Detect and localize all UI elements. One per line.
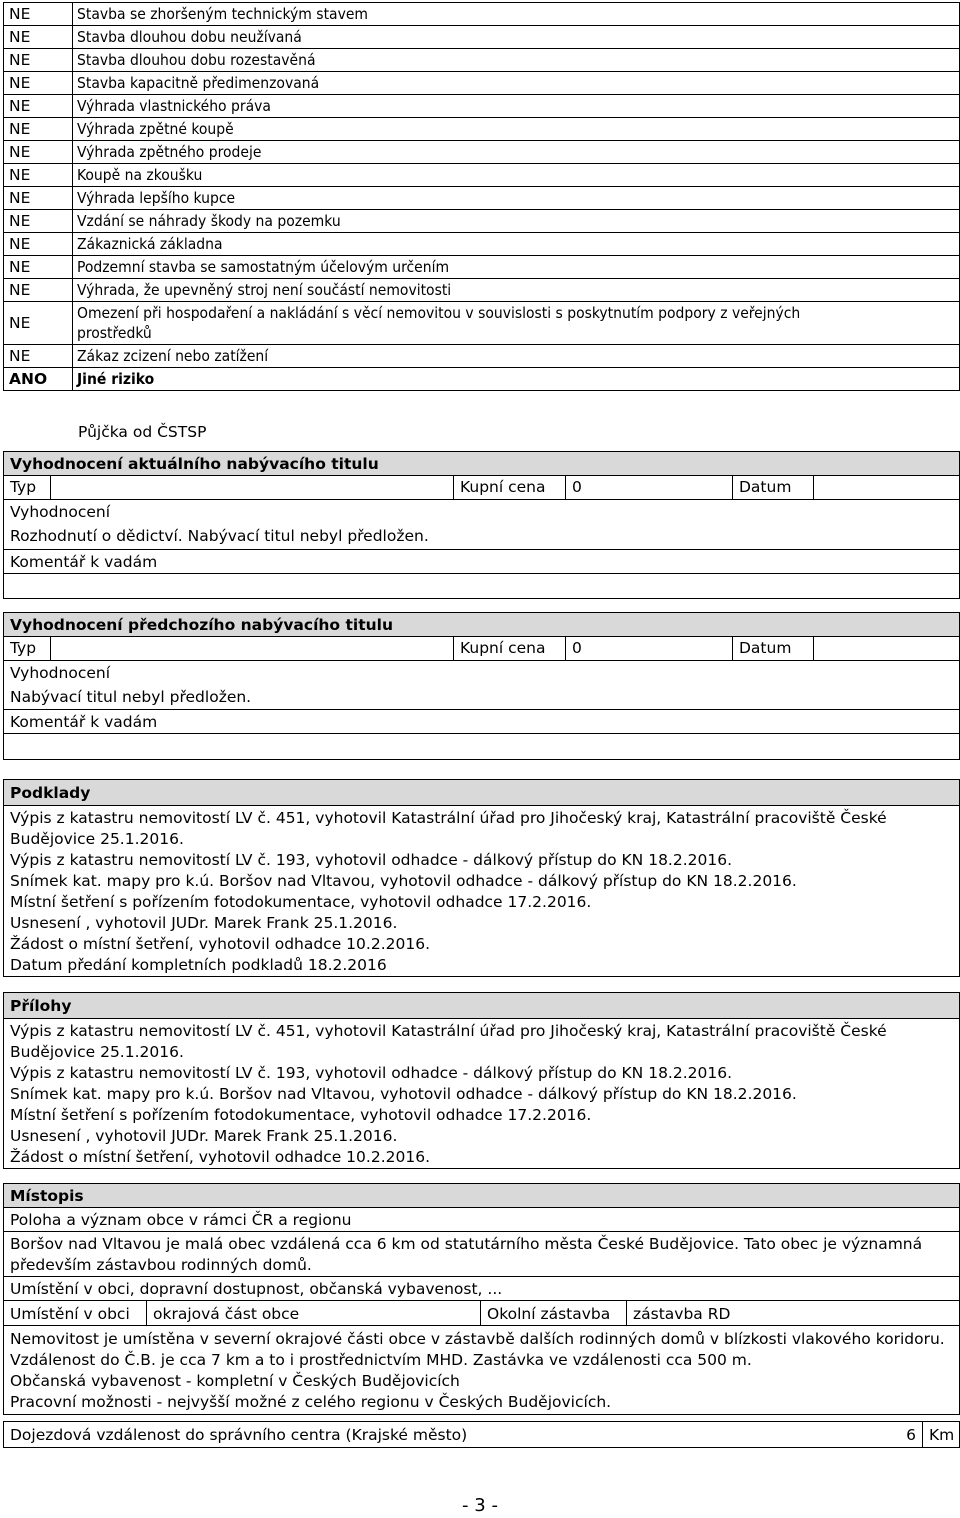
description-line: Vzdálenost do Č.B. je cca 7 km a to i prostřednictvím MHD. Zastávka ve vzdálenosti cca 500 m. — [10, 1351, 752, 1369]
date-label: Datum — [732, 637, 813, 660]
distance-value: 6 — [906, 1426, 916, 1444]
prilohy-list — [4, 1019, 959, 1168]
description-line: Nemovitost je umístěna v severní okrajové části obce v zástavbě dalších rodinných domů v blízkosti vlakového koridoru. — [10, 1330, 945, 1348]
surround-label: Okolní zástavba — [480, 1301, 626, 1325]
risk-row — [4, 95, 960, 118]
list-item: Snímek kat. mapy pro k.ú. Boršov nad Vltavou, vyhotovil odhadce - dálkový přístup do KN 18.2.2016. — [10, 872, 797, 890]
list-item: Místní šetření s pořízením fotodokumentace, vyhotovil odhadce 17.2.2016. — [10, 1106, 592, 1124]
risk-flag: NE — [4, 118, 73, 141]
eval-text: Rozhodnutí o dědictví. Nabývací titul nebyl předložen. — [10, 527, 429, 545]
risk-flag: NE — [4, 26, 73, 49]
podklady-list — [4, 806, 959, 976]
risk-row — [4, 302, 960, 345]
risk-label: Vzdání se náhrady škody na pozemku — [73, 210, 960, 233]
risk-row — [4, 279, 960, 302]
previous-eval-block — [3, 661, 960, 710]
podklady-section — [3, 779, 960, 977]
list-item: Výpis z katastru nemovitostí LV č. 451, vyhotovil Katastrální úřad pro Jihočeský kraj, Katastrální pracoviště České Budějovice 25.1.2016. — [10, 1022, 887, 1061]
date-value — [813, 476, 960, 499]
list-item: Snímek kat. mapy pro k.ú. Boršov nad Vltavou, vyhotovil odhadce - dálkový přístup do KN 18.2.2016. — [10, 1085, 797, 1103]
risk-row — [4, 256, 960, 279]
risk-flag: NE — [4, 141, 73, 164]
position-label: Poloha a význam obce v rámci ČR a regionu — [3, 1207, 960, 1232]
mistopis-heading: Místopis — [3, 1183, 960, 1208]
risk-flag: NE — [4, 256, 73, 279]
eval-label: Vyhodnocení — [10, 664, 111, 682]
position-text: Boršov nad Vltavou je malá obec vzdálená cca 6 km od statutárního města České Budějovice. Tato obec je významná především zástavbou rodinných domů. — [3, 1231, 960, 1277]
risk-row — [4, 72, 960, 95]
risk-flag: NE — [4, 49, 73, 72]
description-line: Pracovní možnosti - nejvyšší možné z celého regionu v Českých Budějovicích. — [10, 1393, 612, 1411]
risk-row — [4, 233, 960, 256]
location-label: Umístění v obci, dopravní dostupnost, občanská vybavenost, ... — [3, 1276, 960, 1301]
distance-label: Dojezdová vzdálenost do správního centra (Krajské město) — [10, 1426, 468, 1444]
risk-label: Výhrada vlastnického práva — [73, 95, 960, 118]
other-risk-note: Půjčka od ČSTSP — [78, 423, 207, 441]
risk-label: Podzemní stavba se samostatným účelovým určením — [73, 256, 960, 279]
risk-label: Výhrada zpětné koupě — [73, 118, 960, 141]
risk-flag: NE — [4, 164, 73, 187]
list-item: Výpis z katastru nemovitostí LV č. 193, vyhotovil odhadce - dálkový přístup do KN 18.2.2016. — [10, 1064, 733, 1082]
distance-row — [3, 1421, 960, 1448]
current-title-heading: Vyhodnocení aktuálního nabývacího titulu — [3, 451, 960, 476]
prilohy-heading: Přílohy — [4, 993, 959, 1019]
current-comment-text — [3, 573, 960, 599]
risk-flag: NE — [4, 279, 73, 302]
list-item: Datum předání kompletních podkladů 18.2.2016 — [10, 956, 387, 974]
risk-row — [4, 49, 960, 72]
risk-row — [4, 118, 960, 141]
risk-row — [4, 164, 960, 187]
eval-label: Vyhodnocení — [10, 503, 111, 521]
type-label: Typ — [10, 639, 37, 657]
previous-comment-label: Komentář k vadám — [3, 709, 960, 734]
eval-text: Nabývací titul nebyl předložen. — [10, 688, 252, 706]
risk-label: Stavba dlouhou dobu rozestavěná — [73, 49, 960, 72]
risk-flag: NE — [4, 233, 73, 256]
location-in-village-value: okrajová část obce — [146, 1301, 480, 1325]
price-label: Kupní cena — [453, 637, 565, 660]
risk-label: Stavba kapacitně předimenzovaná — [73, 72, 960, 95]
description-line: Občanská vybavenost - kompletní v Českých Budějovicích — [10, 1372, 460, 1390]
date-value — [813, 637, 960, 660]
type-value — [50, 637, 453, 660]
risk-row — [4, 345, 960, 368]
podklady-heading: Podklady — [4, 780, 959, 806]
risk-label: Zákaznická základna — [73, 233, 960, 256]
list-item: Žádost o místní šetření, vyhotovil odhadce 10.2.2016. — [10, 1148, 430, 1166]
previous-title-row — [3, 636, 960, 661]
current-title-row — [3, 475, 960, 500]
risk-label: Omezení při hospodaření a nakládání s věcí nemovitou v souvislosti s poskytnutím podpory z veřejných prostředků — [73, 302, 960, 345]
surround-value: zástavba RD — [626, 1301, 960, 1325]
type-label: Typ — [10, 478, 37, 496]
risk-flag: NE — [4, 345, 73, 368]
risk-label: Stavba se zhoršeným technickým stavem — [73, 3, 960, 26]
risk-label: Stavba dlouhou dobu neužívaná — [73, 26, 960, 49]
risk-flag: NE — [4, 3, 73, 26]
current-comment-label: Komentář k vadám — [3, 549, 960, 574]
risk-row — [4, 368, 960, 391]
location-description — [3, 1325, 960, 1415]
list-item: Výpis z katastru nemovitostí LV č. 193, vyhotovil odhadce - dálkový přístup do KN 18.2.2016. — [10, 851, 733, 869]
risk-label: Výhrada, že upevněný stroj není součástí nemovitosti — [73, 279, 960, 302]
distance-unit: Km — [922, 1422, 960, 1447]
risk-label: Výhrada lepšího kupce — [73, 187, 960, 210]
list-item: Žádost o místní šetření, vyhotovil odhadce 10.2.2016. — [10, 935, 430, 953]
list-item: Usnesení , vyhotovil JUDr. Marek Frank 25.1.2016. — [10, 1127, 398, 1145]
list-item: Místní šetření s pořízením fotodokumentace, vyhotovil odhadce 17.2.2016. — [10, 893, 592, 911]
risk-flag: NE — [4, 302, 73, 345]
date-label: Datum — [732, 476, 813, 499]
list-item: Usnesení , vyhotovil JUDr. Marek Frank 25.1.2016. — [10, 914, 398, 932]
risk-flag: ANO — [4, 368, 73, 391]
current-eval-block — [3, 500, 960, 550]
risk-flag: NE — [4, 187, 73, 210]
list-item: Výpis z katastru nemovitostí LV č. 451, vyhotovil Katastrální úřad pro Jihočeský kraj, Katastrální pracoviště České Budějovice 25.1.2016. — [10, 809, 887, 848]
risk-label: Zákaz zcizení nebo zatížení — [73, 345, 960, 368]
risk-row — [4, 187, 960, 210]
risk-row — [4, 210, 960, 233]
prilohy-section — [3, 992, 960, 1169]
risk-label: Výhrada zpětného prodeje — [73, 141, 960, 164]
location-row — [3, 1300, 960, 1326]
previous-title-heading: Vyhodnocení předchozího nabývacího titulu — [3, 612, 960, 637]
risk-label: Jiné riziko — [73, 368, 960, 391]
price-value: 0 — [565, 476, 732, 499]
risk-table — [3, 2, 960, 391]
risk-flag: NE — [4, 95, 73, 118]
risk-row — [4, 3, 960, 26]
type-value — [50, 476, 453, 499]
price-value: 0 — [565, 637, 732, 660]
location-in-village-label: Umístění v obci — [10, 1305, 130, 1323]
price-label: Kupní cena — [453, 476, 565, 499]
risk-label: Koupě na zkoušku — [73, 164, 960, 187]
page-number: - 3 - — [462, 1495, 498, 1516]
previous-comment-text — [3, 733, 960, 760]
risk-row — [4, 26, 960, 49]
risk-row — [4, 141, 960, 164]
risk-flag: NE — [4, 210, 73, 233]
risk-flag: NE — [4, 72, 73, 95]
